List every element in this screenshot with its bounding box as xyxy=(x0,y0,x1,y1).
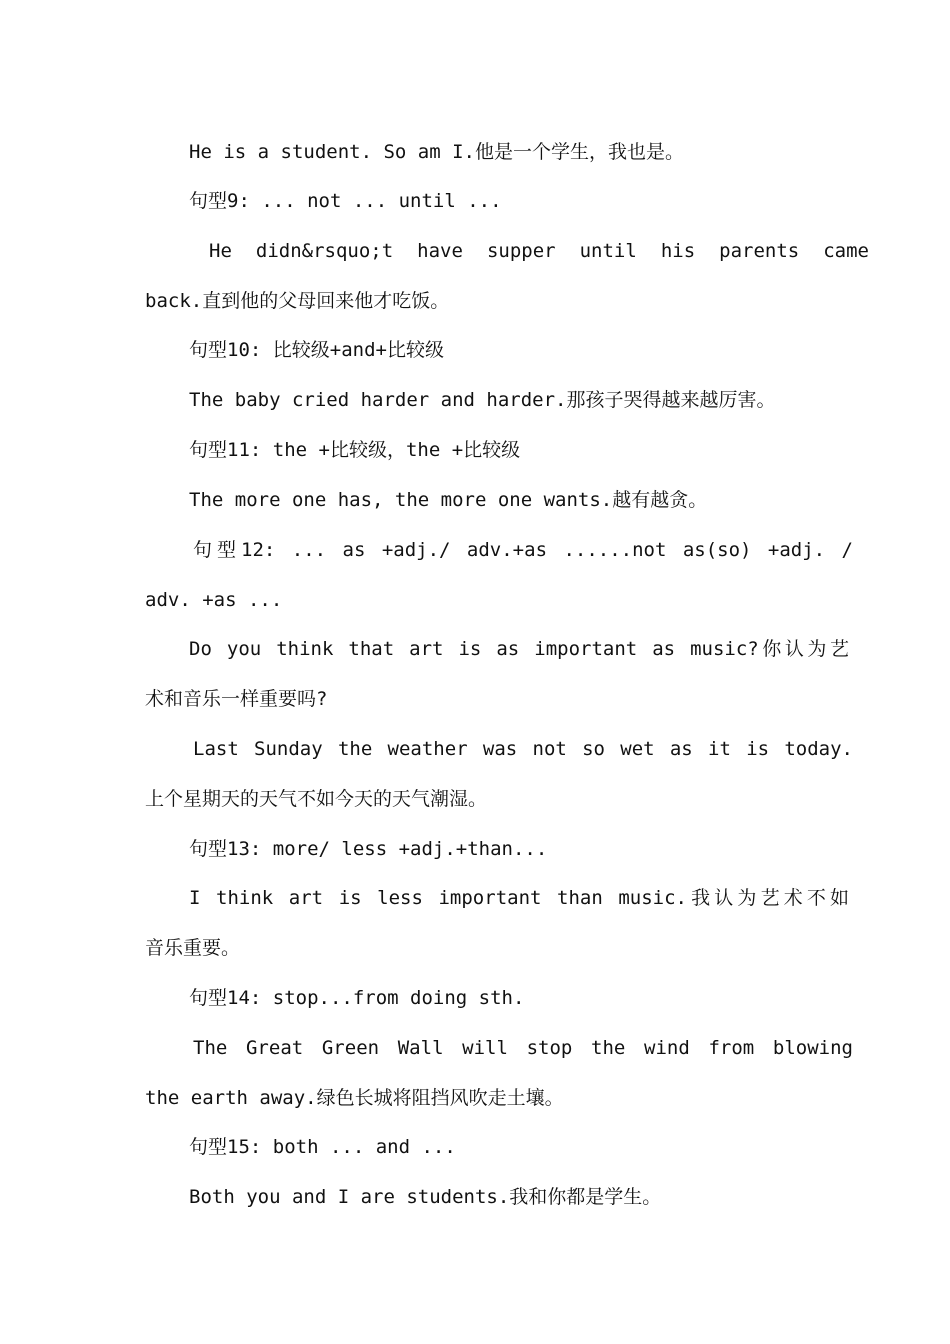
text-line: The Great Green Wall will stop the wind from blowing xyxy=(193,1037,853,1059)
sentence-pattern-heading: 句型9: ... not ... until ... xyxy=(189,190,502,212)
text-line: the earth away.绿色长城将阻挡风吹走土壤。 xyxy=(145,1087,564,1109)
text-line: I think art is less important than music.我认为艺术不如 xyxy=(189,887,849,909)
text-line: adv. +as ... xyxy=(145,589,283,611)
text-line: The more one has, the more one wants.越有越贪。 xyxy=(189,489,708,511)
sentence-pattern-heading: 句型15: both ... and ... xyxy=(189,1136,456,1158)
text-line: He didn&rsquo;t have supper until his parents came xyxy=(209,240,869,262)
text-line: Both you and I are students.我和你都是学生。 xyxy=(189,1186,662,1208)
text-line: Do you think that art is as important as music?你认为艺 xyxy=(189,638,849,660)
text-line: 上个星期天的天气不如今天的天气潮湿。 xyxy=(145,788,488,810)
sentence-pattern-heading: 句型13: more/ less +adj.+than... xyxy=(189,838,548,860)
sentence-pattern-heading: 句型12: ... as +adj./ adv.+as ......not as(so) +adj. / xyxy=(193,539,853,561)
text-line: Last Sunday the weather was not so wet as it is today. xyxy=(193,738,853,760)
sentence-pattern-heading: 句型11: the +比较级，the +比较级 xyxy=(189,439,521,461)
text-line: 音乐重要。 xyxy=(145,937,241,959)
text-line: The baby cried harder and harder.那孩子哭得越来越厉害。 xyxy=(189,389,776,411)
text-line: back.直到他的父母回来他才吃饭。 xyxy=(145,290,450,312)
text-line: 术和音乐一样重要吗? xyxy=(145,688,328,710)
sentence-pattern-heading: 句型14: stop...from doing sth. xyxy=(189,987,525,1009)
text-line: He is a student. So am I.他是一个学生，我也是。 xyxy=(189,141,684,163)
sentence-pattern-heading: 句型10: 比较级+and+比较级 xyxy=(189,339,444,361)
